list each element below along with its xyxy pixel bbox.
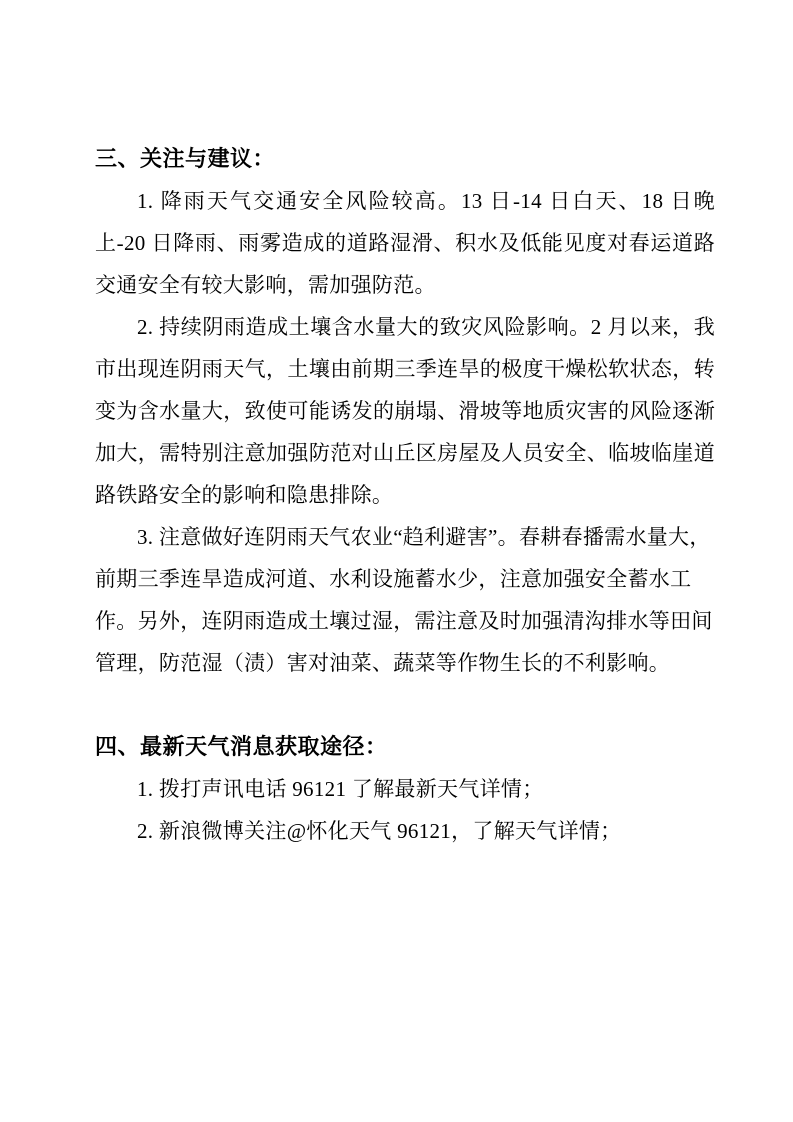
section-attention-suggestions [95,138,715,684]
paragraph-soil-moisture-disaster-risk: 2. 持续阴雨造成土壤含水量大的致灾风险影响。2 月以来，我市出现连阴雨天气，土壤由前期三季连旱的极度干燥松软状态，转变为含水量大，致使可能诱发的崩塌、滑坡等地质灾害的风险逐渐加大，需特别注意加强防范对山丘区房屋及人员安全、临坡临崖道路铁路安全的影响和隐患排除。 [95,315,715,507]
paragraph-rain-traffic-risk: 1. 降雨天气交通安全风险较高。13 日-14 日白天、18 日晚上-20 日降雨、雨雾造成的道路湿滑、积水及低能见度对春运道路交通安全有较大影响，需加强防范。 [95,189,715,297]
paragraph-agriculture-advice: 3. 注意做好连阴雨天气农业“趋利避害”。春耕春播需水量大，前期三季连旱造成河道、水利设施蓄水少，注意加强安全蓄水工作。另外，连阴雨造成土壤过湿，需注意及时加强清沟排水等田间管理，防范湿（渍）害对油菜、蔬菜等作物生长的不利影响。 [95,525,713,675]
section-weather-info-channels [95,726,715,852]
section-heading-weather-info-channels: 四、最新天气消息获取途径： [95,734,388,759]
paragraph-weibo-account: 2. 新浪微博关注@怀化天气 96121，了解天气详情； [137,819,622,843]
paragraph-phone-hotline: 1. 拨打声讯电话 96121 了解最新天气详情； [137,777,544,801]
section-heading-attention-suggestions: 三、关注与建议： [95,146,276,171]
